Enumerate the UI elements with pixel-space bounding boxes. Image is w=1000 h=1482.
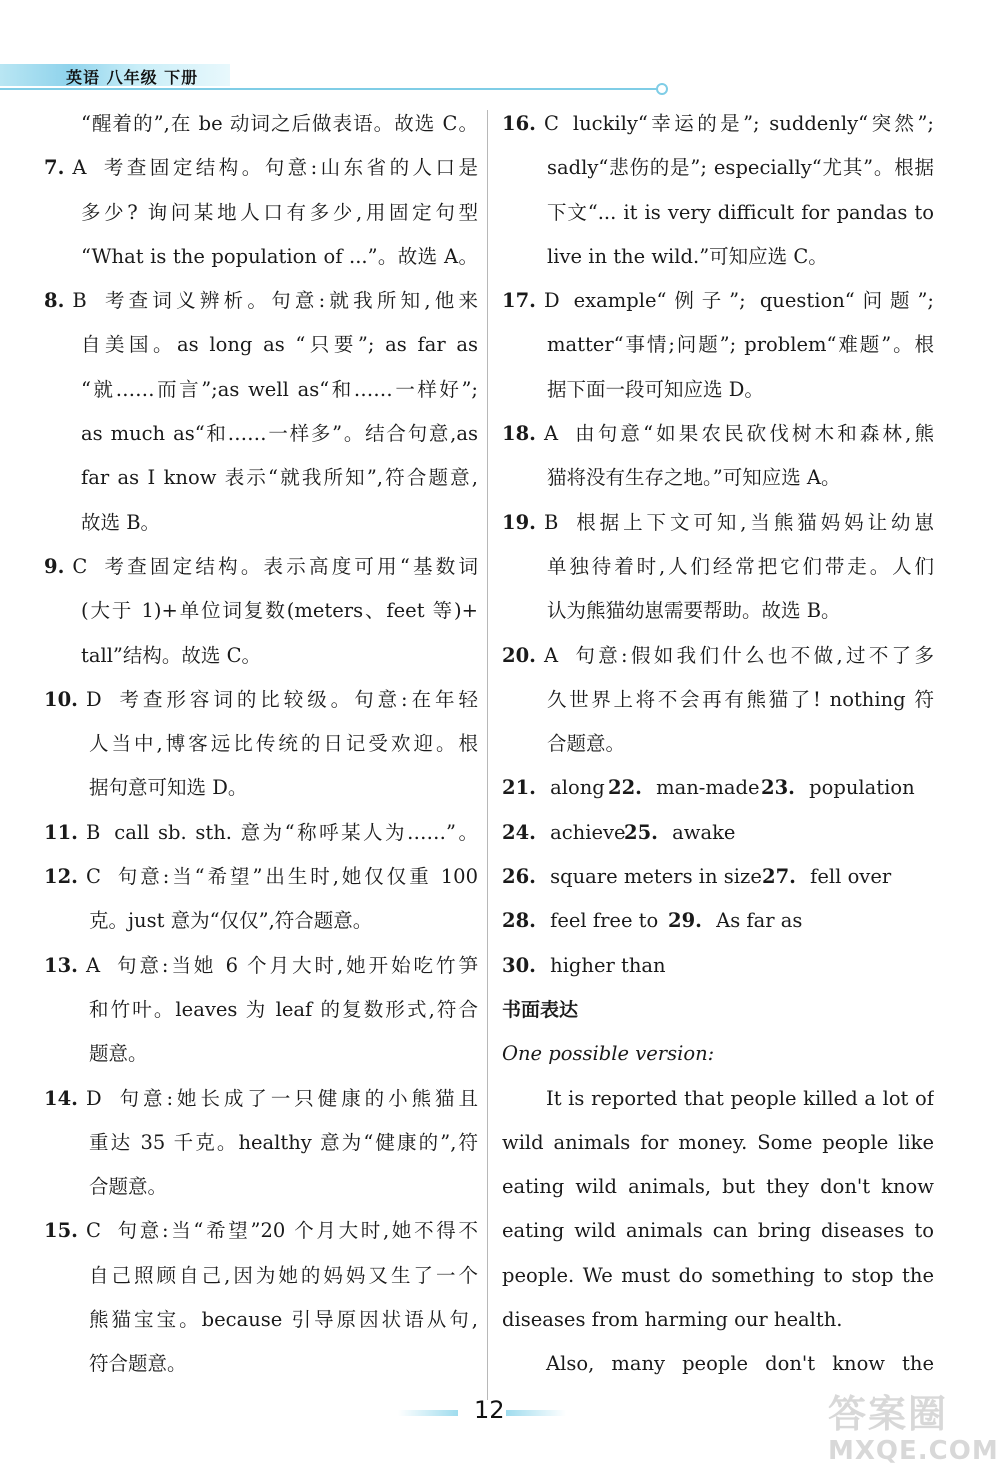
footer-decoration-left [398, 1410, 458, 1416]
answer-line [502, 678, 934, 722]
answer-line [44, 501, 478, 545]
answer-choice: A [543, 422, 559, 446]
explanation-text: 考查固定结构。表示高度可用“基数词 [101, 554, 478, 578]
right-column [502, 102, 934, 1387]
answer-line [44, 988, 478, 1032]
question-number: 21. [502, 776, 536, 800]
answer-line [44, 766, 478, 810]
answer-line [44, 855, 478, 899]
page-number: 12 [474, 1396, 505, 1424]
blank-answer-text: along [543, 776, 605, 800]
blank-answer-text: higher than [543, 953, 666, 977]
answer-line [44, 944, 478, 988]
blank-answer-text: feel free to [543, 909, 659, 933]
explanation-text: (大于 1)+单位词复数(meters、feet 等)+ [81, 599, 478, 623]
blank-answer [502, 811, 624, 855]
blank-answer-text: square meters in size [543, 865, 762, 889]
answer-line [502, 545, 934, 589]
explanation-text: 自己照顾自己,因为她的妈妈又生了一个 [89, 1263, 478, 1287]
essay-line: eating wild animals can bring diseases to [502, 1219, 934, 1243]
footer-decoration-right [506, 1410, 566, 1416]
blank-answer-row [502, 855, 934, 899]
question-number: 11. [44, 820, 78, 844]
explanation-text: 句意:当“希望”出生时,她仅仅重 100 [114, 865, 478, 889]
answer-line [502, 722, 934, 766]
explanation-text: luckily“幸运的是”; suddenly“突然”; [572, 112, 934, 135]
answer-line [44, 456, 478, 500]
answer-line [44, 1209, 478, 1253]
question-number: 29. [668, 909, 702, 933]
header-rule [0, 88, 660, 90]
blank-answer-text: achieve [543, 820, 626, 844]
blank-answer-row [502, 766, 934, 810]
explanation-text: 由句意“如果农民砍伐树木和森林,熊 [572, 422, 934, 446]
answer-line [502, 279, 934, 323]
answer-choice: B [85, 820, 101, 844]
explanation-text: 多少? 询问某地人口有多少,用固定句型 [81, 200, 478, 224]
answer-line [502, 368, 934, 412]
blank-answer-text: population [802, 776, 915, 800]
question-number: 25. [624, 820, 658, 844]
explanation-text: 重达 35 千克。healthy 意为“健康的”,符 [89, 1130, 478, 1154]
question-number: 10. [44, 687, 78, 711]
explanation-text: 下文“... it is very difficult for pandas to [547, 200, 934, 224]
answer-line [44, 1298, 478, 1342]
blank-answer [762, 855, 891, 899]
answer-choice: B [72, 289, 87, 313]
explanation-text: as much as“和……一样多”。结合句意,as [81, 422, 478, 446]
answer-line [44, 1032, 478, 1076]
blank-answer [761, 766, 915, 810]
question-number: 19. [502, 510, 536, 534]
blank-answer-text: As far as [709, 909, 803, 933]
explanation-text: 考查形容词的比较级。句意:在年轻 [115, 687, 478, 711]
explanation-text: 合题意。 [89, 1175, 168, 1199]
explanation-text: tall”结构。故选 C。 [81, 643, 262, 667]
answer-line [44, 235, 478, 279]
explanation-text: 和竹叶。leaves 为 leaf 的复数形式,符合 [89, 997, 478, 1021]
answer-line [44, 634, 478, 678]
answer-line [44, 1077, 478, 1121]
explanation-text: 句意:当她 6 个月大时,她开始吃竹笋 [114, 953, 478, 977]
answer-line [502, 191, 934, 235]
explanation-text: “醒着的”,在 be 动词之后做表语。故选 C。 [81, 112, 478, 135]
explanation-text: 猫将没有生存之地。”可知应选 A。 [547, 466, 841, 490]
answer-line [502, 323, 934, 367]
essay-line: wild animals for money. Some people like [502, 1130, 934, 1154]
explanation-text: live in the wild.”可知应选 C。 [547, 244, 828, 268]
column-divider [487, 110, 488, 1400]
answer-line [44, 191, 478, 235]
question-number: 9. [44, 554, 65, 578]
explanation-text: matter“事情;问题”; problem“难题”。根 [547, 333, 934, 357]
blank-answer [502, 899, 668, 943]
answer-line [502, 456, 934, 500]
explanation-text: “就……而言”;as well as“和……一样好”; [81, 377, 478, 401]
explanation-text: 人当中,博客远比传统的日记受欢迎。根 [89, 732, 478, 756]
explanation-text: 熊猫宝宝。because 引导原因状语从句, [89, 1308, 478, 1332]
answer-line [502, 501, 934, 545]
question-number: 7. [44, 156, 65, 180]
blank-answer [502, 855, 762, 899]
answer-line [502, 589, 934, 633]
explanation-text: 久世界上将不会再有熊猫了! nothing 符 [547, 687, 934, 711]
essay-line: eating wild animals, but they don't know [502, 1175, 934, 1199]
question-number: 26. [502, 865, 536, 889]
answer-line [44, 279, 478, 323]
question-number: 27. [762, 865, 796, 889]
explanation-text: 句意:她长成了一只健康的小熊猫且 [115, 1086, 478, 1110]
section-title-writing: 书面表达 [502, 998, 579, 1021]
question-number: 12. [44, 865, 78, 889]
question-number: 15. [44, 1219, 78, 1243]
question-number: 16. [502, 112, 536, 135]
left-column [44, 102, 478, 1387]
answer-line [502, 634, 934, 678]
explanation-text: 克。just 意为“仅仅”,符合题意。 [89, 909, 373, 933]
watermark-url: MXQE.COM [828, 1436, 999, 1466]
answer-choice: C [85, 1219, 101, 1243]
blank-answer-row [502, 944, 934, 988]
page-header [0, 58, 670, 92]
question-number: 18. [502, 422, 536, 446]
answer-choice: C [543, 112, 559, 135]
answer-line [502, 412, 934, 456]
answer-line [502, 235, 934, 279]
blank-answer-text: fell over [803, 865, 892, 889]
answer-choice: C [72, 554, 88, 578]
answer-choice: C [85, 865, 101, 889]
explanation-text: “What is the population of ...”。故选 A。 [81, 244, 478, 268]
answer-choice: D [85, 1086, 102, 1110]
explanation-text: sadly“悲伤的是”; especially“尤其”。根据 [547, 156, 934, 180]
answer-line [44, 899, 478, 943]
answer-line [44, 1121, 478, 1165]
explanation-text: 认为熊猫幼崽需要帮助。故选 B。 [547, 599, 841, 623]
answer-line [44, 412, 478, 456]
explanation-text: 考查固定结构。句意:山东省的人口是 [100, 156, 478, 180]
answer-choice: A [85, 953, 101, 977]
blank-answer-row [502, 811, 934, 855]
explanation-text: 自美国。as long as “只要”; as far as [81, 333, 478, 357]
essay-line: people. We must do something to stop the [502, 1263, 934, 1287]
answer-choice: A [543, 643, 559, 667]
answer-line [44, 1165, 478, 1209]
question-number: 13. [44, 953, 78, 977]
explanation-text: call sb. sth. 意为“称呼某人为……”。 [114, 820, 478, 844]
question-number: 28. [502, 909, 536, 933]
question-number: 17. [502, 289, 536, 313]
essay-line: It is reported that people killed a lot of [546, 1086, 934, 1110]
answer-line [44, 811, 478, 855]
answer-line [44, 368, 478, 412]
answer-choice: D [543, 289, 560, 313]
question-number: 24. [502, 820, 536, 844]
answer-choice: D [85, 687, 102, 711]
answer-line [502, 102, 934, 146]
watermark-logo-text: 答案圈 [828, 1392, 949, 1436]
explanation-text: 据下面一段可知应选 D。 [547, 377, 764, 401]
answer-line [44, 545, 478, 589]
header-rule-end-dot [656, 83, 668, 95]
explanation-text: 故选 B。 [81, 510, 161, 534]
blank-answer-text: man-made [649, 776, 760, 800]
blank-answer [502, 944, 666, 988]
answer-line [44, 102, 478, 146]
question-number: 22. [608, 776, 642, 800]
version-label: One possible version: [502, 1042, 715, 1066]
answer-line [44, 722, 478, 766]
answer-line [44, 678, 478, 722]
essay-line: Also, many people don't know the [546, 1352, 934, 1376]
blank-answer [668, 899, 802, 943]
essay-line: diseases from harming our health. [502, 1308, 843, 1332]
answer-choice: A [72, 156, 87, 180]
blank-answer [608, 766, 761, 810]
explanation-text: far as I know 表示“就我所知”,符合题意, [81, 466, 478, 490]
explanation-text: 据句意可知选 D。 [89, 776, 248, 800]
blank-answer [624, 811, 735, 855]
question-number: 8. [44, 289, 65, 313]
explanation-text: 句意:当“希望”20 个月大时,她不得不 [114, 1219, 478, 1243]
watermark [828, 1392, 999, 1472]
book-title: 英语 八年级 下册 [66, 68, 199, 87]
blank-answer [502, 766, 608, 810]
explanation-text: 根据上下文可知,当熊猫妈妈让幼崽 [572, 510, 934, 534]
answer-line [44, 1342, 478, 1386]
explanation-text: 单独待着时,人们经常把它们带走。人们 [547, 554, 934, 578]
question-number: 14. [44, 1086, 78, 1110]
answer-line [44, 589, 478, 633]
explanation-text: 考查词义辨析。句意:就我所知,他来 [100, 289, 478, 313]
blank-answer-text: awake [665, 820, 736, 844]
question-number: 23. [761, 776, 795, 800]
answer-line [44, 1254, 478, 1298]
answer-line [44, 323, 478, 367]
question-number: 30. [502, 953, 536, 977]
explanation-text: 符合题意。 [89, 1352, 187, 1376]
blank-answer-row [502, 899, 934, 943]
explanation-text: example“例子”; question“问题”; [573, 289, 934, 313]
explanation-text: 合题意。 [547, 732, 626, 756]
explanation-text: 题意。 [89, 1042, 148, 1066]
answer-line [502, 146, 934, 190]
explanation-text: 句意:假如我们什么也不做,过不了多 [572, 643, 934, 667]
question-number: 20. [502, 643, 536, 667]
answer-line [44, 146, 478, 190]
answer-choice: B [543, 510, 559, 534]
